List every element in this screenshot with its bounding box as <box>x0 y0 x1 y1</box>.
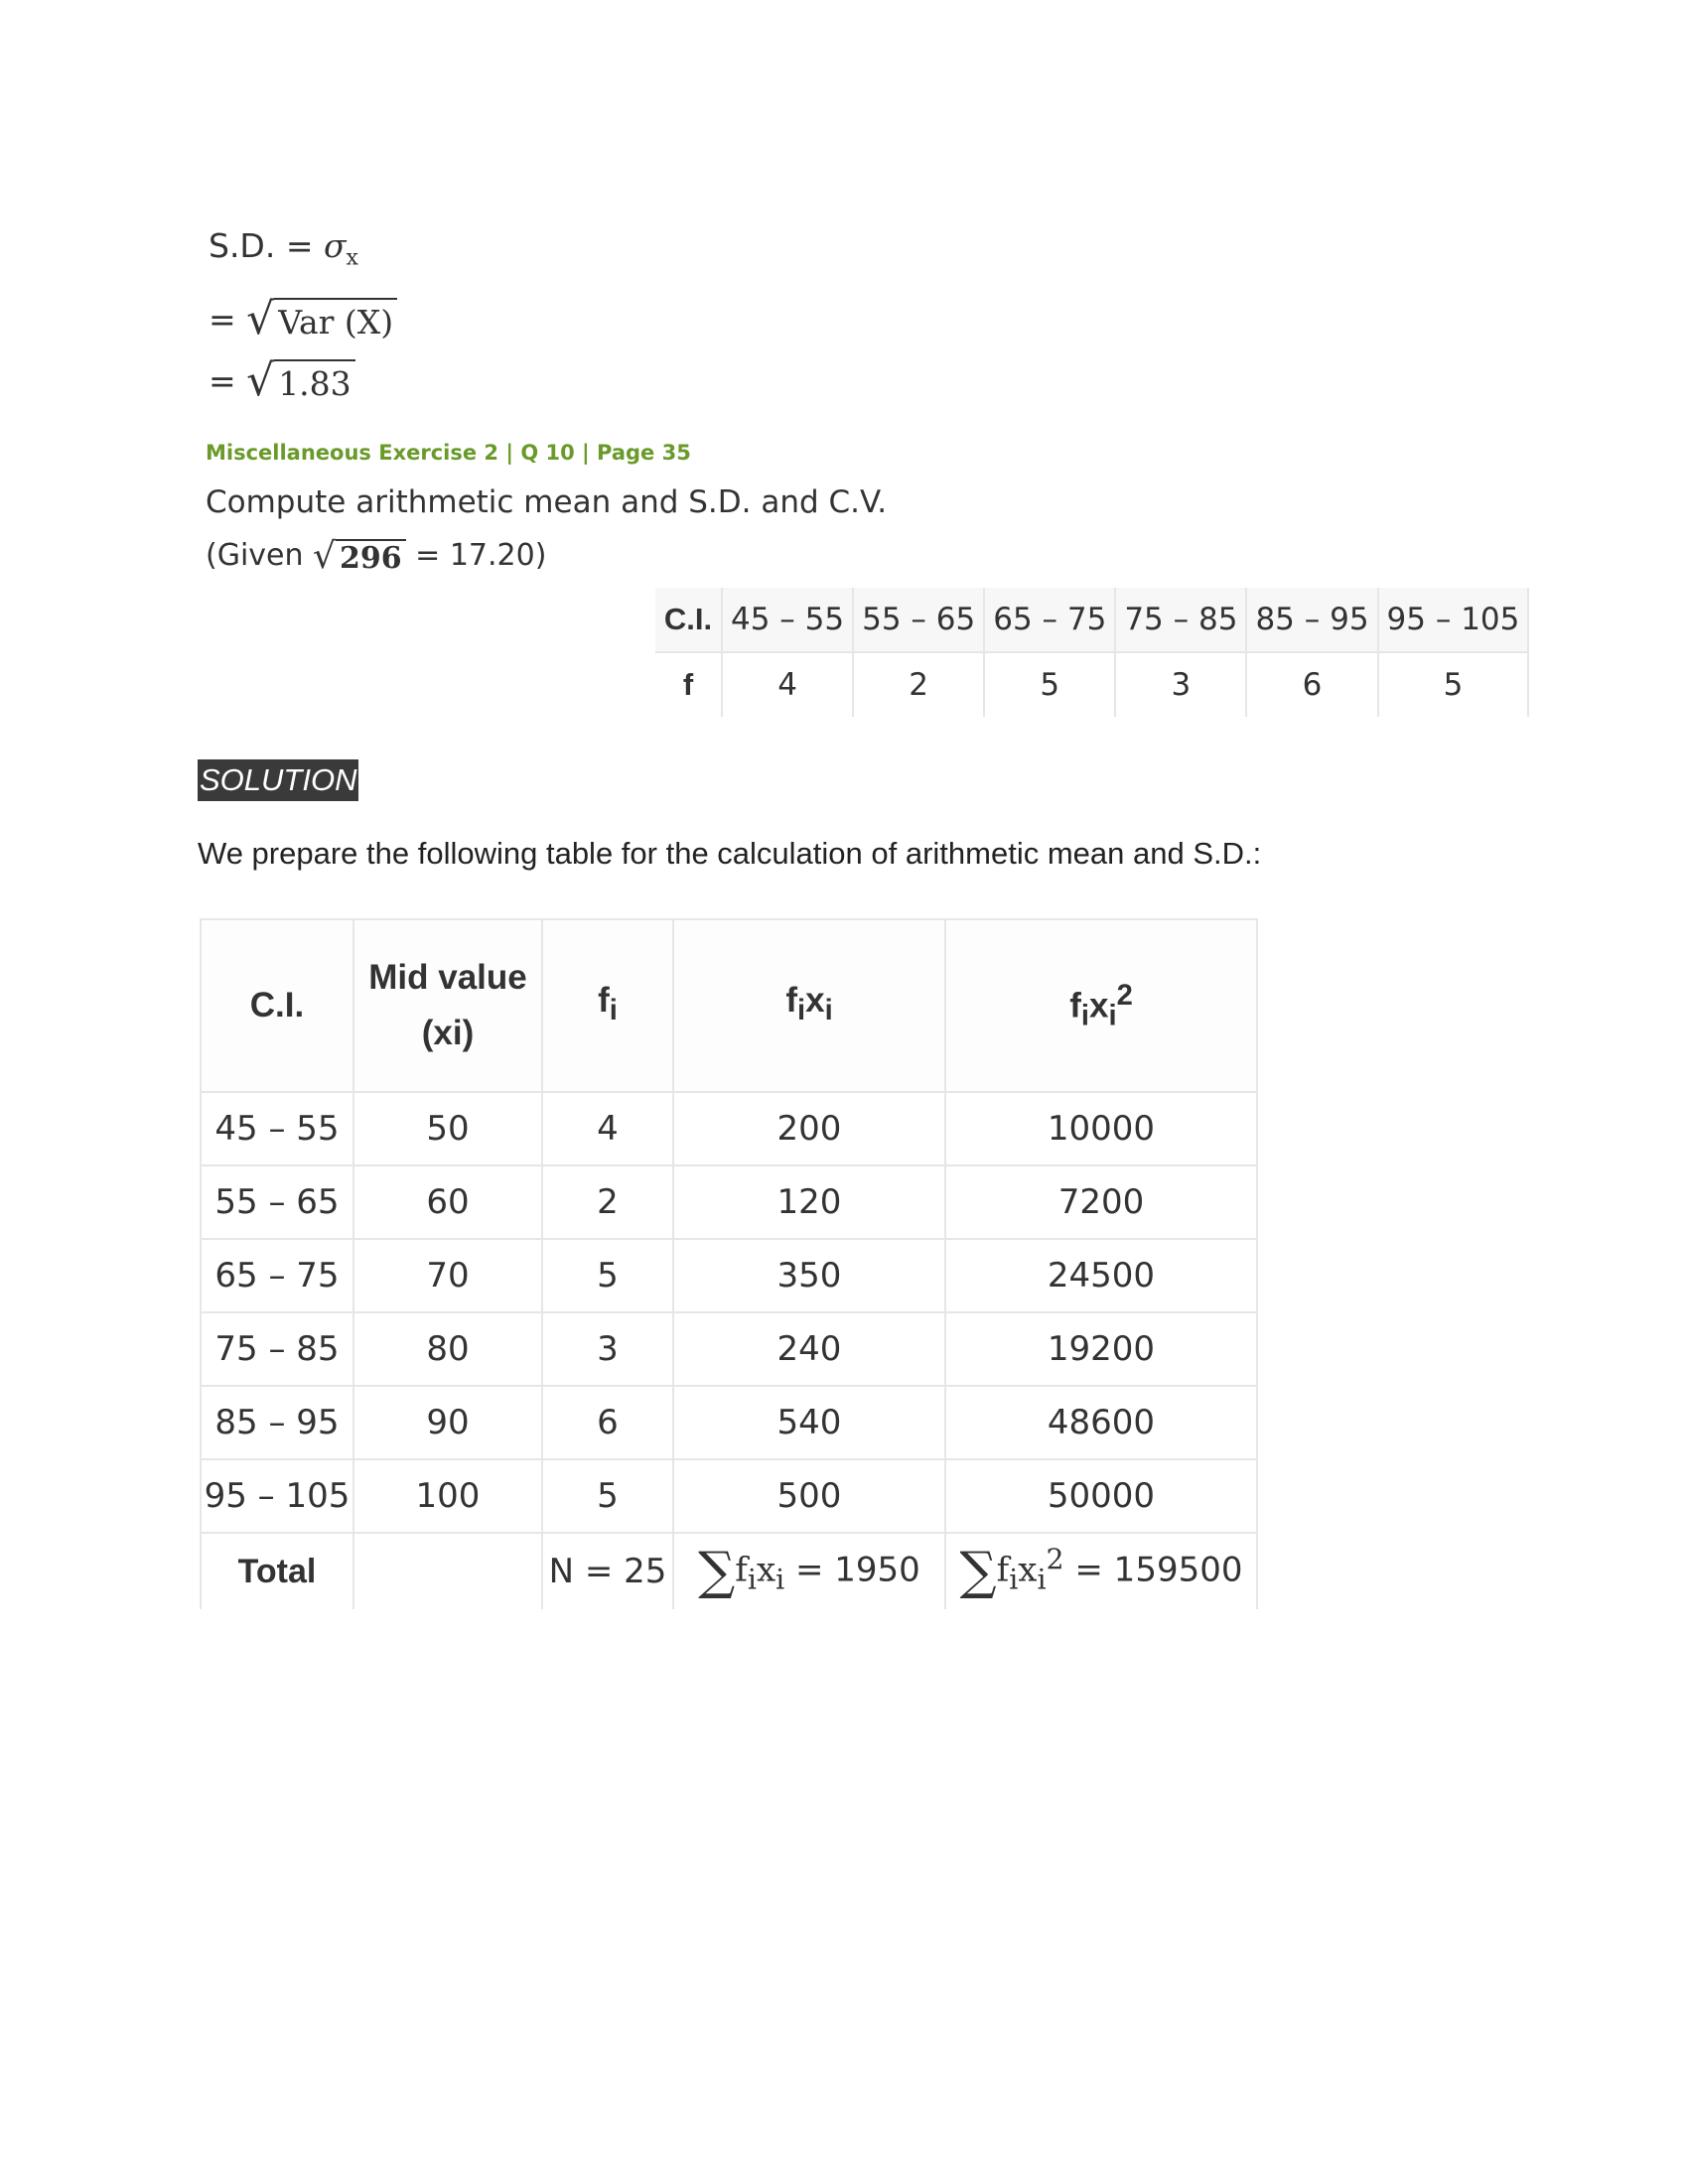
table-row <box>201 1165 1257 1239</box>
interval-cell: 65 – 75 <box>984 588 1115 652</box>
total-fx-value: = 1950 <box>784 1550 920 1590</box>
calculation-table <box>200 918 1258 1609</box>
total-n: N = 25 <box>542 1533 673 1609</box>
cell-fx: 200 <box>673 1092 945 1165</box>
ci-row <box>655 588 1528 652</box>
total-fx <box>673 1533 945 1609</box>
cell-x: 50 <box>353 1092 542 1165</box>
cell-x: 100 <box>353 1459 542 1533</box>
frequency-row <box>655 652 1528 717</box>
cell-f: 3 <box>542 1312 673 1386</box>
table-row <box>201 1239 1257 1312</box>
interval-cell: 75 – 85 <box>1115 588 1246 652</box>
header-ci: C.I. <box>201 919 353 1092</box>
sigma-subscript: x <box>346 245 358 271</box>
interval-cell: 95 – 105 <box>1378 588 1529 652</box>
interval-cell: 55 – 65 <box>853 588 984 652</box>
cell-ci: 65 – 75 <box>201 1239 353 1312</box>
sd-line-2 <box>209 287 397 352</box>
cell-f: 5 <box>542 1459 673 1533</box>
given-text <box>206 536 546 577</box>
total-fx-f: f <box>735 1550 748 1590</box>
radicand-var: Var (X) <box>274 298 397 345</box>
total-fx2-sup: 2 <box>1046 1543 1064 1576</box>
given-open: (Given <box>206 538 314 573</box>
cell-f: 6 <box>542 1386 673 1459</box>
given-close: = 17.20) <box>405 538 547 573</box>
header-fi <box>542 919 673 1092</box>
question-text: Compute arithmetic mean and S.D. and C.V. <box>206 484 888 520</box>
cell-f: 5 <box>542 1239 673 1312</box>
fixi-f: f <box>785 981 797 1020</box>
mid-line-1: Mid value <box>368 958 527 997</box>
cell-fx: 350 <box>673 1239 945 1312</box>
cell-f: 2 <box>542 1165 673 1239</box>
cell-x: 80 <box>353 1312 542 1386</box>
cell-ci: 45 – 55 <box>201 1092 353 1165</box>
frequency-cell: 5 <box>984 652 1115 717</box>
cell-ci: 55 – 65 <box>201 1165 353 1239</box>
cell-fx2: 7200 <box>945 1165 1257 1239</box>
sqrt-var <box>246 287 397 355</box>
total-fx2 <box>945 1533 1257 1609</box>
interval-cell: 85 – 95 <box>1246 588 1377 652</box>
fixi-sub1: i <box>796 995 806 1026</box>
sd-prefix: S.D. = <box>209 226 324 265</box>
cell-fx2: 24500 <box>945 1239 1257 1312</box>
cell-fx: 240 <box>673 1312 945 1386</box>
table-row <box>201 1386 1257 1459</box>
radicand-value: 1.83 <box>274 359 354 407</box>
frequency-table <box>655 588 1529 717</box>
fixi2-f: f <box>1069 986 1081 1025</box>
header-fixi <box>673 919 945 1092</box>
solution-label: SOLUTION <box>198 759 358 801</box>
f-header: f <box>655 652 722 717</box>
sd-eq-3: = <box>209 361 247 400</box>
frequency-cell: 3 <box>1115 652 1246 717</box>
total-fx2-sub2: i <box>1037 1563 1047 1596</box>
fixi2-sub2: i <box>1108 1000 1117 1032</box>
mid-line-2: (xi) <box>421 1014 475 1052</box>
sqrt-icon: √ <box>246 294 275 344</box>
table-row <box>201 1312 1257 1386</box>
total-empty <box>353 1533 542 1609</box>
cell-fx2: 48600 <box>945 1386 1257 1459</box>
frequency-cell: 5 <box>1378 652 1529 717</box>
table-row <box>201 1092 1257 1165</box>
cell-fx: 120 <box>673 1165 945 1239</box>
source-reference[interactable]: Miscellaneous Exercise 2 | Q 10 | Page 35 <box>206 441 691 465</box>
given-radicand: 296 <box>336 539 406 577</box>
cell-fx: 540 <box>673 1386 945 1459</box>
frequency-cell: 4 <box>722 652 853 717</box>
cell-fx2: 50000 <box>945 1459 1257 1533</box>
sd-derivation <box>209 213 397 410</box>
total-fx2-f: f <box>996 1550 1010 1590</box>
total-label: Total <box>201 1533 353 1609</box>
cell-fx: 500 <box>673 1459 945 1533</box>
cell-x: 70 <box>353 1239 542 1312</box>
cell-ci: 75 – 85 <box>201 1312 353 1386</box>
fixi2-sup: 2 <box>1116 979 1133 1012</box>
cell-x: 60 <box>353 1165 542 1239</box>
sqrt-icon: √ <box>313 536 336 577</box>
sigma-icon: ∑ <box>698 1542 736 1601</box>
sqrt-icon: √ <box>246 355 275 406</box>
header-row <box>201 919 1257 1092</box>
total-fx2-sub1: i <box>1009 1563 1019 1596</box>
fixi2-sub1: i <box>1080 1000 1089 1032</box>
intro-text: We prepare the following table for the calculation of arithmetic mean and S.D.: <box>198 836 1262 871</box>
header-fixi2 <box>945 919 1257 1092</box>
total-fx-sub1: i <box>747 1563 757 1596</box>
interval-cell: 45 – 55 <box>722 588 853 652</box>
cell-fx2: 10000 <box>945 1092 1257 1165</box>
sqrt-value <box>246 348 355 417</box>
sigma-icon: ∑ <box>959 1542 997 1601</box>
cell-x: 90 <box>353 1386 542 1459</box>
cell-f: 4 <box>542 1092 673 1165</box>
frequency-cell: 2 <box>853 652 984 717</box>
sd-line-3 <box>209 348 397 414</box>
cell-fx2: 19200 <box>945 1312 1257 1386</box>
sd-eq-2: = <box>209 300 247 339</box>
cell-ci: 85 – 95 <box>201 1386 353 1459</box>
total-fx-x: x <box>756 1550 776 1590</box>
sigma-symbol: σ <box>323 226 347 265</box>
ci-header: C.I. <box>655 588 722 652</box>
fixi2-x: x <box>1088 986 1109 1025</box>
fi-f: f <box>598 981 610 1020</box>
fixi-x: x <box>805 981 825 1020</box>
fixi-sub2: i <box>824 995 833 1026</box>
cell-ci: 95 – 105 <box>201 1459 353 1533</box>
total-fx-sub2: i <box>775 1563 785 1596</box>
frequency-cell: 6 <box>1246 652 1377 717</box>
fi-sub: i <box>609 995 618 1026</box>
total-row <box>201 1533 1257 1609</box>
total-fx2-value: = 159500 <box>1063 1550 1243 1590</box>
sd-line-1 <box>209 213 397 279</box>
header-mid-value <box>353 919 542 1092</box>
total-fx2-x: x <box>1018 1550 1038 1590</box>
table-row <box>201 1459 1257 1533</box>
sqrt-given <box>313 536 406 577</box>
